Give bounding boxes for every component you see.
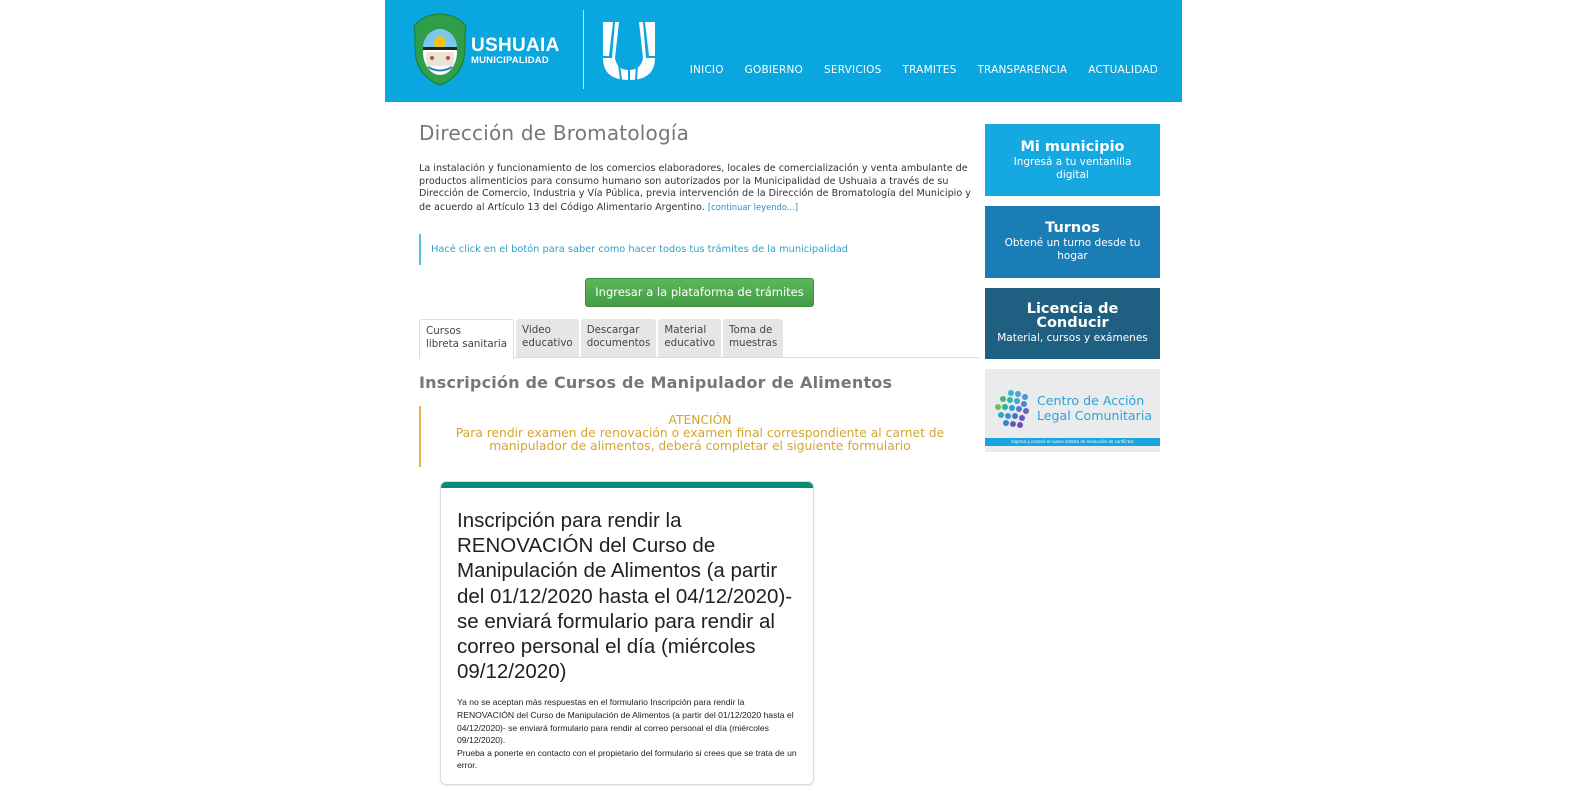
- brand-text[interactable]: [471, 36, 560, 67]
- licencia-de-conducir-card[interactable]: [985, 288, 1160, 359]
- info-callout: Hacé click en el botón para saber como hacer todos tus trámites de la municipalidad: [419, 234, 977, 265]
- intro-text: La instalación y funcionamiento de los comercios elaboradores, locales de comercialización y venta ambulante de productos alimenticios para consumo humano son autorizados por la Municipalidad de Ushuaia a través de su Dirección de Comercio, Industria y Vía Pública, previa intervención de la Dirección de Bromatología del Municipio y de acuerdo al Artículo 13 del Código Alimentario Argentino.: [419, 163, 971, 214]
- tab-label-line2: educativo: [522, 336, 573, 349]
- tab-material-educativo[interactable]: [658, 319, 721, 357]
- cluster-dots-icon: [993, 389, 1033, 429]
- sidebar: [985, 124, 1160, 462]
- turnos-card[interactable]: [985, 206, 1160, 278]
- nav-servicios[interactable]: SERVICIOS: [824, 64, 882, 76]
- tab-label-line1: Descargar: [586, 324, 640, 336]
- municipality-crest-logo[interactable]: [412, 12, 468, 86]
- card-title: Mi municipio: [1020, 139, 1125, 155]
- tab-label-line1: Cursos: [426, 325, 461, 337]
- centro-accion-legal-card[interactable]: [985, 369, 1160, 452]
- nav-transparencia[interactable]: TRANSPARENCIA: [977, 64, 1068, 76]
- cta-wrapper: [585, 278, 814, 307]
- card-title: [1037, 393, 1152, 423]
- embedded-form-card: [440, 481, 814, 785]
- nav-actualidad[interactable]: ACTUALIDAD: [1088, 64, 1158, 76]
- tab-label-line2: documentos: [586, 336, 651, 349]
- attention-line2: manipulador de alimentos, deberá completar el siguiente formulario: [489, 439, 911, 453]
- brand-name: USHUAIA: [471, 35, 560, 56]
- tramites-platform-button[interactable]: Ingresar a la plataforma de trámites: [585, 278, 814, 307]
- attention-heading: ATENCIÓN: [668, 413, 732, 427]
- intro-paragraph: [419, 163, 981, 215]
- card-title: Turnos: [1045, 220, 1100, 236]
- header-divider: [583, 10, 584, 89]
- tab-label-line1: Toma de: [729, 324, 773, 336]
- card-subtitle: Ingresá a tu ventanilla digital: [1013, 156, 1132, 181]
- card-title-line2: Legal Comunitaria: [1037, 408, 1153, 423]
- section-title: Inscripción de Cursos de Manipulador de Alimentos: [419, 373, 893, 392]
- page: [385, 0, 1182, 791]
- tab-cursos-libreta-sanitaria[interactable]: [419, 319, 514, 359]
- tab-video-educativo[interactable]: [516, 319, 579, 357]
- tab-label-line1: Video: [522, 324, 551, 336]
- mi-municipio-card[interactable]: [985, 124, 1160, 196]
- tab-label-line2: libreta sanitaria: [426, 337, 508, 350]
- card-subtitle: Material, cursos y exámenes: [997, 332, 1148, 344]
- tab-toma-de-muestras[interactable]: [723, 319, 783, 357]
- tab-label-line1: Material: [664, 324, 707, 336]
- card-title: Licencia de Conducir: [1026, 301, 1119, 331]
- form-contact-owner-text: Prueba a ponerte en contacto con el propietario del formulario si crees que se trata de un error.: [457, 747, 797, 771]
- card-subtitle: Obtené un turno desde tu hogar: [1004, 237, 1141, 262]
- card-title-line1: Centro de Acción: [1037, 393, 1145, 408]
- main-nav: [669, 64, 1158, 76]
- tab-bar: [419, 319, 979, 358]
- tab-descargar-documentos[interactable]: [581, 319, 657, 357]
- form-closed-text: Ya no se aceptan más respuestas en el formulario Inscripción para rendir la RENOVACIÓN del Curso de Manipulación de Alimentos (a partir del 01/12/2020 hasta el 04/12/2020)- se enviará formulario para rendir al correo personal el día (miércoles 09/12/2020).: [457, 697, 794, 746]
- form-title: Inscripción para rendir la RENOVACIÓN del Curso de Manipulación de Alimentos (a partir del 01/12/2020 hasta el 04/12/2020)- se enviará formulario para rendir al correo personal el día (miércoles 09/12/2020): [457, 509, 793, 684]
- attention-callout: [419, 406, 979, 467]
- nav-inicio[interactable]: INICIO: [689, 64, 724, 76]
- brand-subtitle: MUNICIPALIDAD: [471, 55, 549, 66]
- form-closed-message: [441, 684, 813, 772]
- nav-gobierno[interactable]: GOBIERNO: [744, 64, 804, 76]
- page-title: Dirección de Bromatología: [419, 121, 690, 145]
- continue-reading-link[interactable]: [continuar leyendo...]: [707, 202, 799, 213]
- attention-line1: Para rendir examen de renovación o examen final correspondiente al carnet de: [455, 426, 945, 440]
- tab-label-line2: educativo: [664, 336, 716, 349]
- u-logo-icon: [601, 20, 657, 82]
- tab-label-line2: muestras: [729, 336, 778, 349]
- card-banner: Ingresá y conocé el nuevo ámbito de resolución de conflictos: [985, 438, 1160, 446]
- main-content: [419, 118, 979, 453]
- nav-tramites[interactable]: TRAMITES: [902, 64, 957, 76]
- site-header: [385, 0, 1182, 102]
